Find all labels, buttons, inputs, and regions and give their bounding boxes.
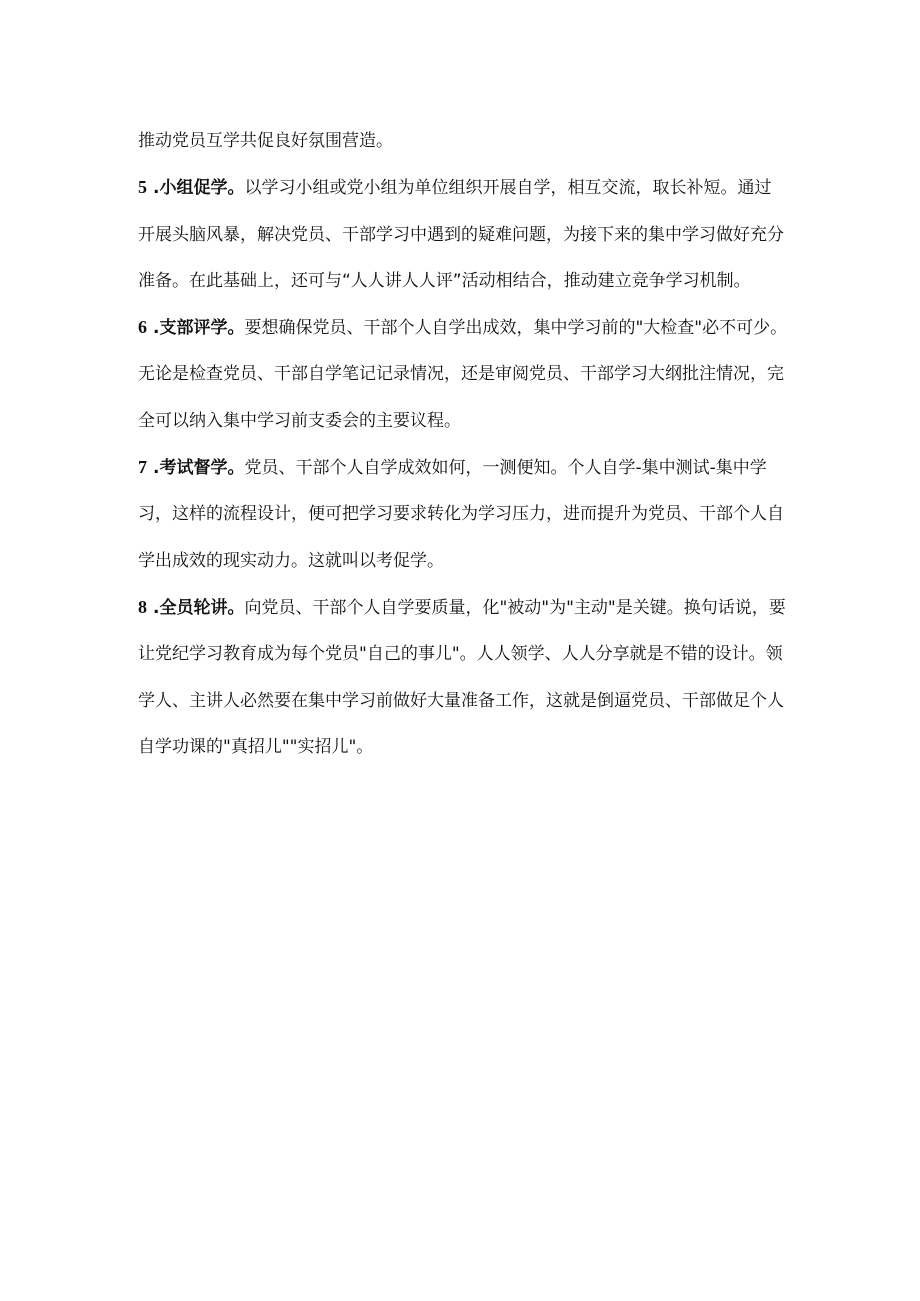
item-5-paragraph xyxy=(138,164,788,304)
item-number: 8 xyxy=(138,596,147,617)
item-7-paragraph xyxy=(138,444,788,584)
item-heading: .支部评学。 xyxy=(153,318,245,339)
item-8-paragraph xyxy=(138,584,788,770)
item-number: 7 xyxy=(138,457,147,478)
item-body: 以学习小组或党小组为单位组织开展自学，相互交流，取长补短。通过开展头脑风暴，解决党员、干部学习中遇到的疑难问题，为接下来的集中学习做好充分准备。在此基础上，还可与“人人讲人人评”活动相结合，推动建立竞争学习机制。 xyxy=(138,178,784,291)
item-heading: .全员轮讲。 xyxy=(153,597,245,618)
document-body xyxy=(138,118,788,770)
item-heading: .小组促学。 xyxy=(153,178,245,199)
item-6-paragraph xyxy=(138,304,788,444)
item-number: 5 xyxy=(138,177,147,198)
item-body: 要想确保党员、干部个人自学出成效，集中学习前的"大检查"必不可少。无论是检查党员、干部自学笔记记录情况，还是审阅党员、干部学习大纲批注情况，完全可以纳入集中学习前支委会的主要议程。 xyxy=(138,318,788,431)
item-body: 党员、干部个人自学成效如何，一测便知。个人自学-集中测试-集中学习，这样的流程设计，便可把学习要求转化为学习压力，进而提升为党员、干部个人自学出成效的现实动力。这就叫以考促学。 xyxy=(138,458,784,571)
intro-paragraph: 推动党员互学共促良好氛围营造。 xyxy=(138,131,393,151)
item-body: 向党员、干部个人自学要质量，化"被动"为"主动"是关键。换句话说，要让党纪学习教育成为每个党员"自己的事儿"。人人领学、人人分享就是不错的设计。领学人、主讲人必然要在集中学习前做好大量准备工作，这就是倒逼党员、干部做足个人自学功课的"真招儿""实招儿"。 xyxy=(138,597,786,757)
item-heading: .考试督学。 xyxy=(153,458,245,479)
item-number: 6 xyxy=(138,317,147,338)
